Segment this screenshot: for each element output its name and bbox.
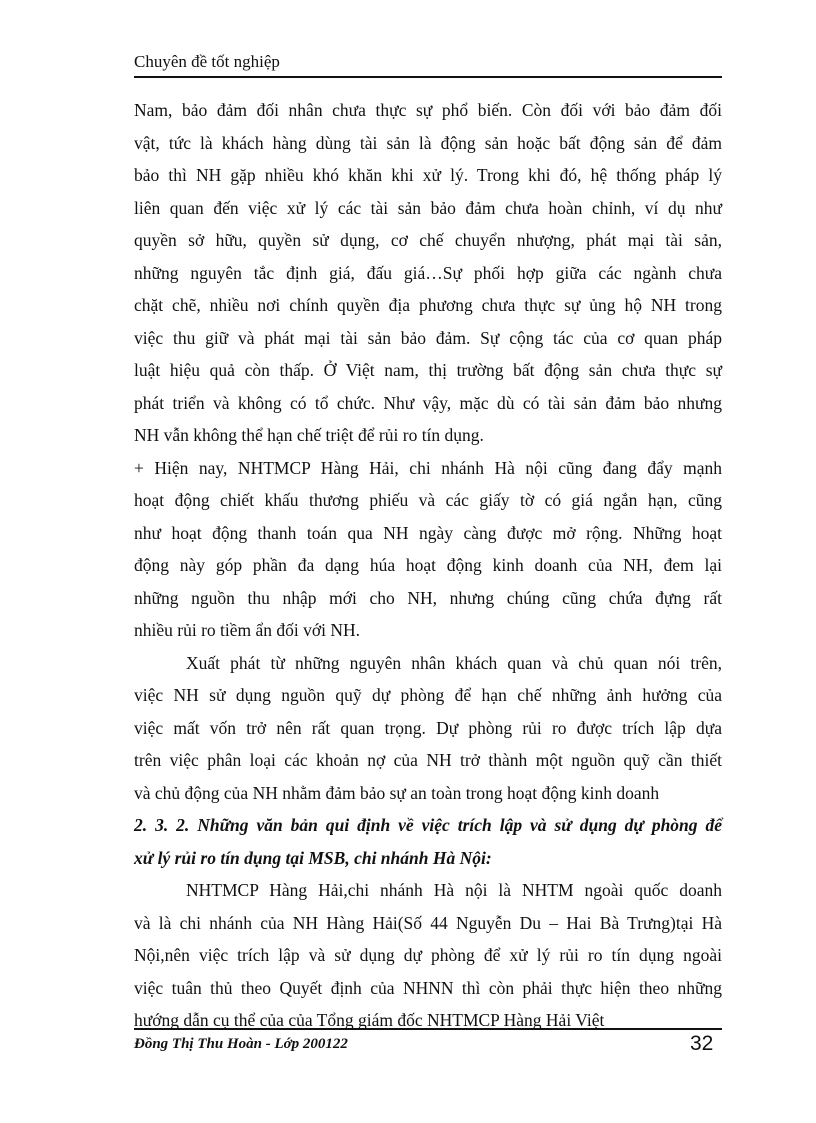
header-rule <box>134 76 722 78</box>
footer-author: Đồng Thị Thu Hoàn - Lớp 200122 <box>134 1036 348 1052</box>
text-line: và là chi nhánh của NH Hàng Hải(Số 44 Nguyễn Du – Hai Bà Trưng)tại Hà <box>134 912 722 933</box>
text-line: Xuất phát từ những nguyên nhân khách quan và chủ quan nói trên, <box>186 652 722 673</box>
page-number: 32 <box>690 1032 714 1055</box>
text-line: việc NH sử dụng nguồn quỹ dự phòng để hạn chế những ảnh hưởng của <box>134 685 722 705</box>
text-line: quyền sở hữu, quyền sử dụng, cơ chế chuyển nhượng, phát mại tài sản, <box>134 230 722 250</box>
text-line: bảo thì NH gặp nhiều khó khăn khi xử lý. Trong khi đó, hệ thống pháp lý <box>134 165 722 185</box>
text-line: những nguyên tắc định giá, đấu giá…Sự phối hợp giữa các ngành chưa <box>134 262 722 283</box>
heading-line: xử lý rủi ro tín dụng tại MSB, chi nhánh Hà Nội: <box>134 847 492 868</box>
text-line: luật hiệu quả còn thấp. Ở Việt nam, thị trường bất động sản chưa thực sự <box>134 360 722 380</box>
text-line: và chủ động của NH nhằm đảm bảo sự an toàn trong hoạt động kinh doanh <box>134 782 660 803</box>
text-line: hướng dẫn cụ thể của của Tổng giám đốc NHTMCP Hàng Hải Việt <box>134 1010 605 1030</box>
text-line: nhiều rủi ro tiềm ẩn đối với NH. <box>134 620 361 640</box>
section-heading <box>134 809 722 874</box>
text-line: hoạt động chiết khấu thương phiếu và các giấy tờ có giá ngắn hạn, cũng <box>134 490 722 510</box>
document-body <box>134 94 722 1037</box>
text-line: việc tuân thủ theo Quyết định của NHNN thì còn phải thực hiện theo những <box>134 977 722 998</box>
text-line: phát triển và không có tổ chức. Như vậy, mặc dù có tài sản đảm bảo nhưng <box>134 392 722 413</box>
text-line: động này góp phần đa dạng húa hoạt động kinh doanh của NH, đem lại <box>134 555 722 575</box>
text-line: chặt chẽ, nhiều nơi chính quyền địa phương chưa thực sự ủng hộ NH trong <box>134 295 722 315</box>
paragraph-1 <box>134 94 722 452</box>
text-line: NHTMCP Hàng Hải,chi nhánh Hà nội là NHTM ngoài quốc doanh <box>186 880 722 900</box>
text-line: NH vẫn không thể hạn chế triệt để rủi ro tín dụng. <box>134 425 484 445</box>
text-line: Nội,nên việc trích lập và sử dụng dự phòng để xử lý rủi ro tín dụng ngoài <box>134 945 722 965</box>
text-line: + Hiện nay, NHTMCP Hàng Hải, chi nhánh Hà nội cũng đang đẩy mạnh <box>134 457 722 478</box>
running-header: Chuyên đề tốt nghiệp <box>134 52 280 71</box>
text-line: việc mất vốn trở nên rất quan trọng. Dự phòng rủi ro được trích lập dựa <box>134 717 722 738</box>
text-line: việc thu giữ và phát mại tài sản bảo đảm. Sự cộng tác của cơ quan pháp <box>134 327 722 348</box>
text-line: như hoạt động thanh toán qua NH ngày càng được mở rộng. Những hoạt <box>134 522 722 543</box>
heading-line: 2. 3. 2. Những văn bản qui định về việc trích lập và sử dụng dự phòng để <box>134 815 722 835</box>
paragraph-3 <box>134 647 722 810</box>
text-line: liên quan đến việc xử lý các tài sản bảo đảm chưa hoàn chỉnh, ví dụ như <box>134 197 722 218</box>
text-line: Nam, bảo đảm đối nhân chưa thực sự phổ biến. Còn đối với bảo đảm đối <box>134 100 722 120</box>
paragraph-2 <box>134 452 722 647</box>
text-line: trên việc phân loại các khoản nợ của NH trở thành một nguồn quỹ cần thiết <box>134 750 722 770</box>
text-line: vật, tức là khách hàng dùng tài sản là động sản hoặc bất động sản để đảm <box>134 132 722 153</box>
text-line: những nguồn thu nhập mới cho NH, nhưng chúng cũng chứa đựng rất <box>134 587 722 608</box>
paragraph-4 <box>134 874 722 1037</box>
footer-rule <box>134 1028 722 1030</box>
